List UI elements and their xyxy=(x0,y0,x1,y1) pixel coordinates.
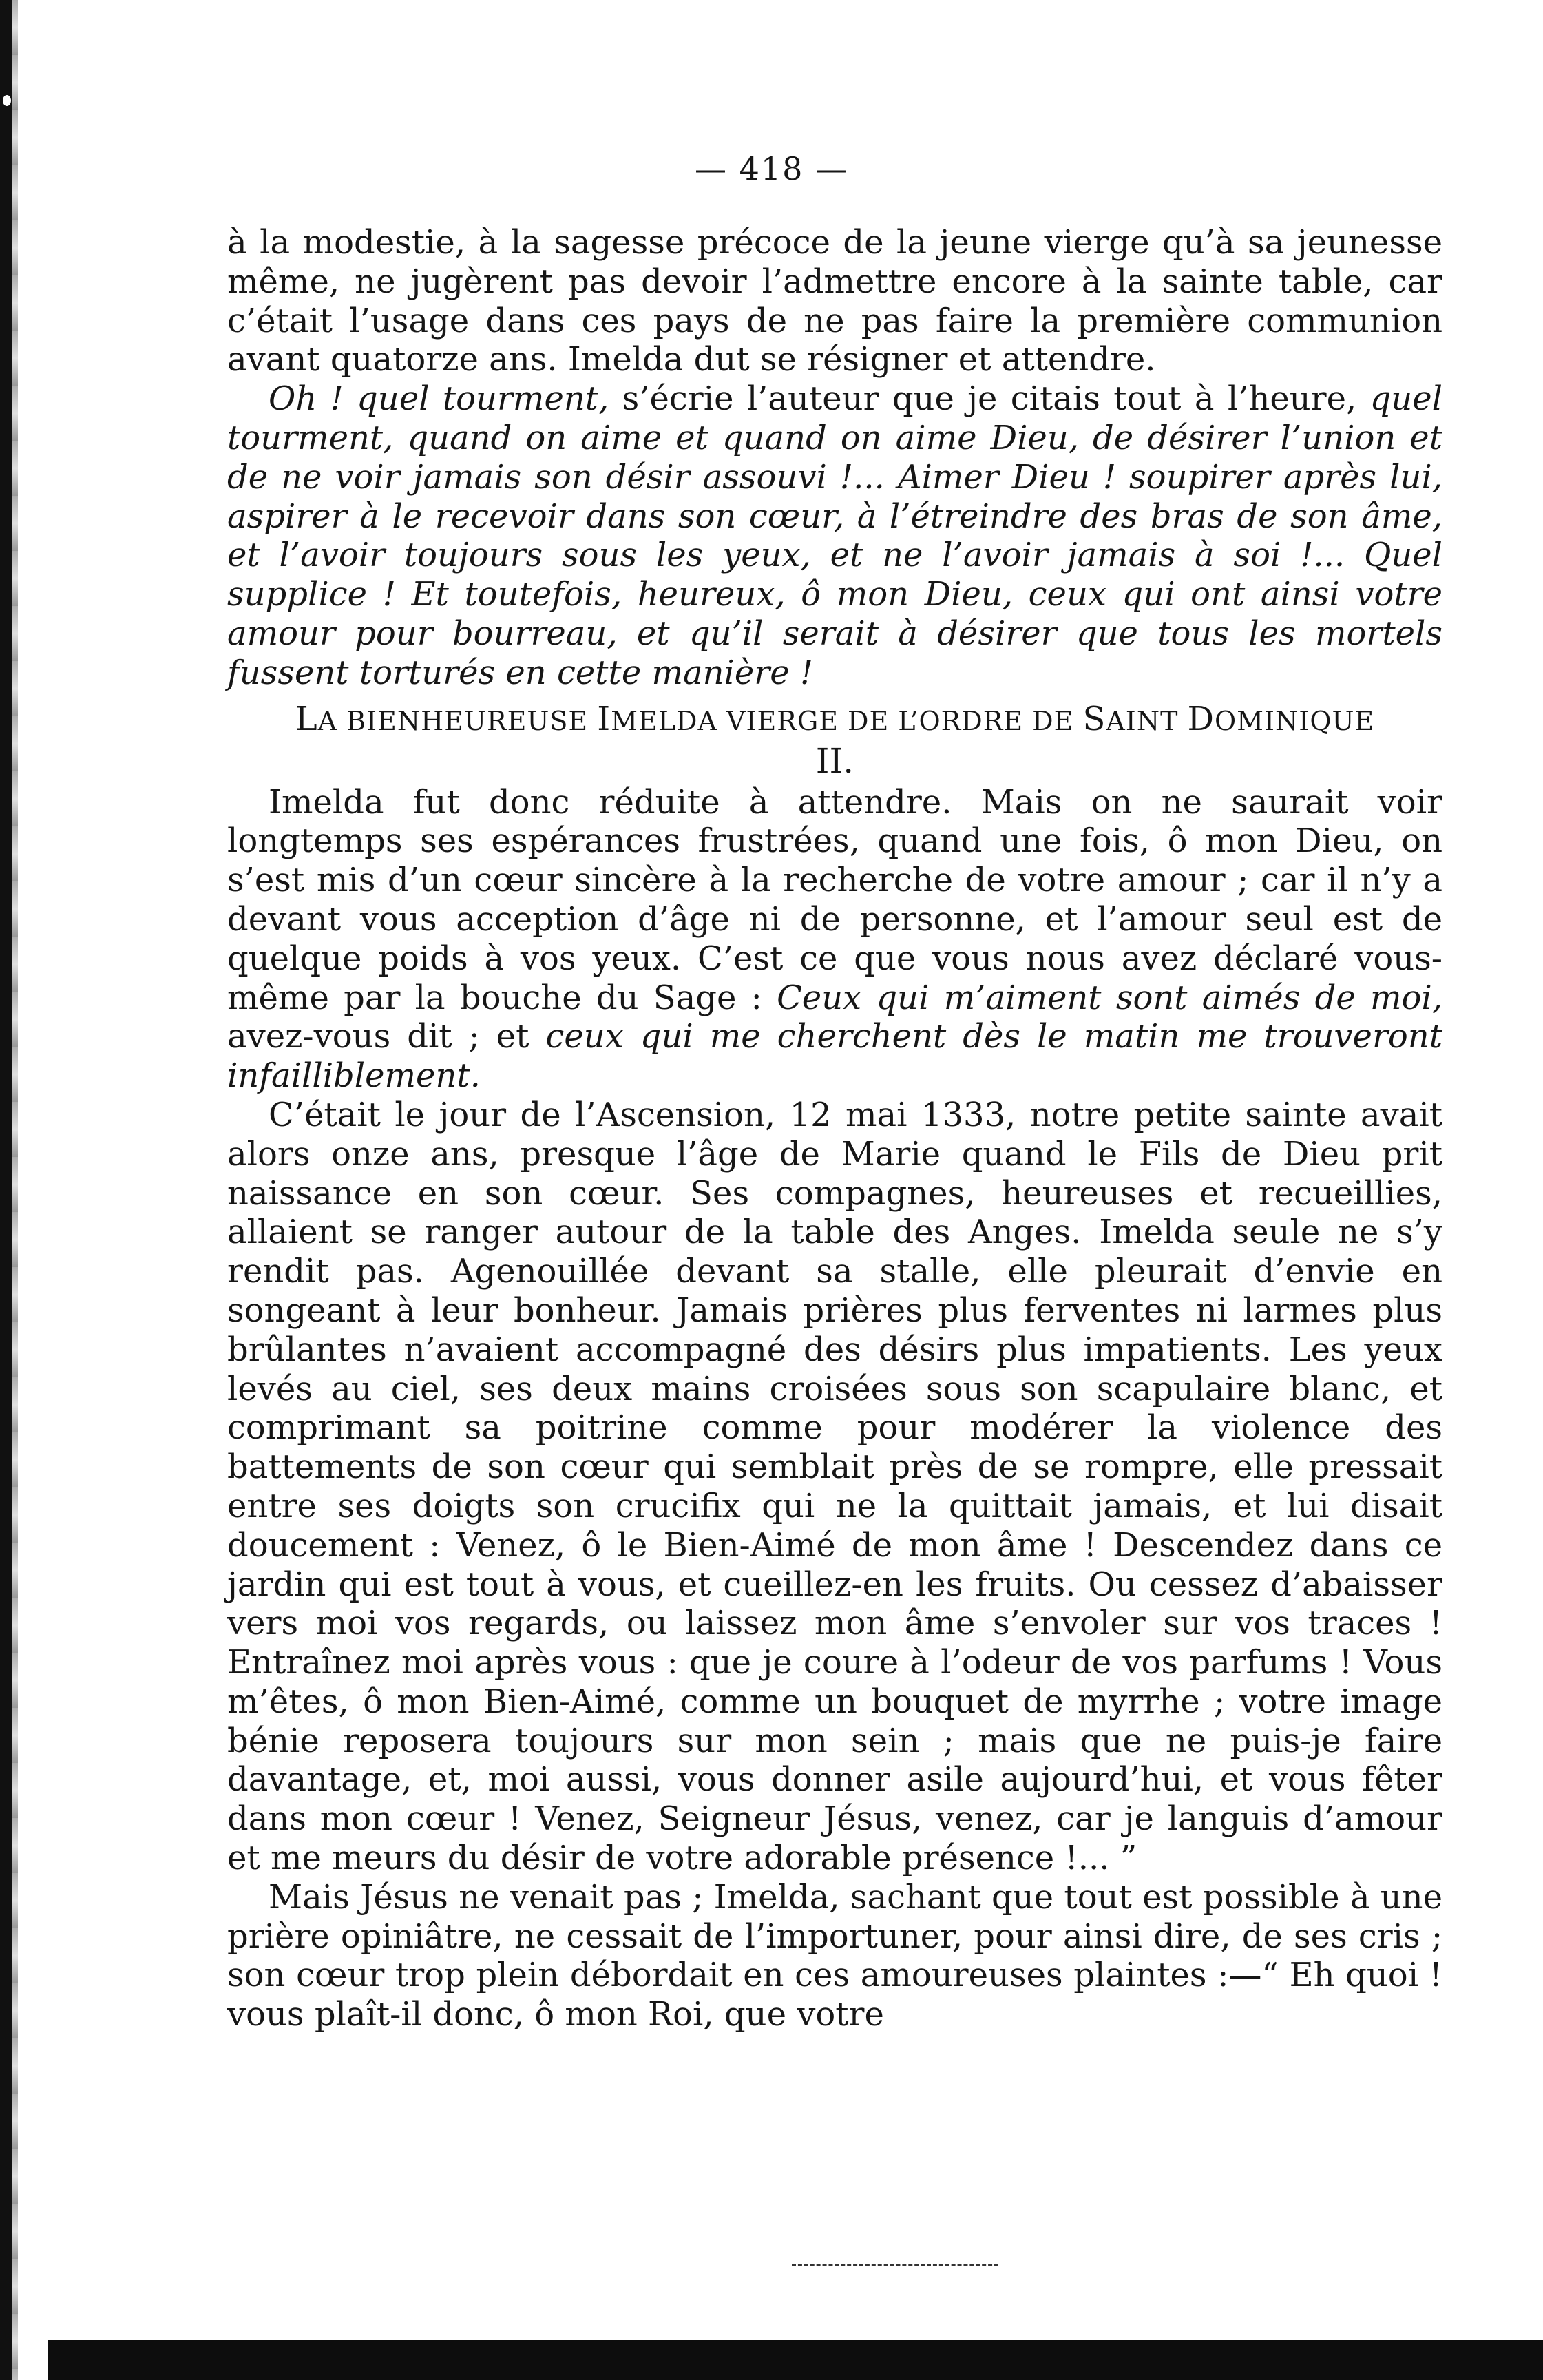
heading-cap-4: D xyxy=(1187,699,1215,738)
paragraph-3: C’était le jour de l’Ascension, 12 mai 1333, notre petite sainte avait alors onze ans, presque l’âge de Marie quand le Fils de Dieu prit naissance en son cœur. Ses compagnes, heureuses et recueillies, allaient se ranger autour de la table des Anges. Imelda seule ne s’y rendit pas. Agenouillée devant sa stalle, elle pleurait d’envie en songeant à leur bonheur. Jamais prières plus ferventes ni larmes plus brûlantes n’avaient accompagné des désirs plus impatients. Les yeux levés au ciel, ses deux mains croisées sous son scapulaire blanc, et comprimant sa poitrine comme pour modérer la violence des battements de son cœur qui semblait près de se rompre, elle pressait entre ses doigts son crucifix qui ne la quittait jamais, et lui disait doucement : Venez, ô le Bien-Aimé de mon âme ! Descendez dans ce jardin qui est tout à vous, et cueillez-en les fruits. Ou cessez d’abaisser vers moi vos regards, ou laissez mon âme s’envoler sur vos traces ! Entraînez moi après vous : que je coure à l’odeur de vos parfums ! Vous m’êtes, ô mon Bien-Aimé, comme un bouquet de myrrhe ; votre image bénie reposera toujours sur mon sein ; mais que ne puis-je faire davantage, et, moi aussi, vous donner asile aujourd’hui, et vous fêter dans mon cœur ! Venez, Seigneur Jésus, venez, car je languis d’amour et me meurs du désir de votre adorable présence !... ” xyxy=(227,1095,1442,1878)
scan-binding-shadow xyxy=(12,0,18,2380)
scan-mark xyxy=(792,2264,998,2266)
heading-cap-2: I xyxy=(597,699,611,738)
heading-word-3: AINT xyxy=(1106,705,1188,736)
heading-word-2: MELDA VIERGE DE L’ORDRE DE xyxy=(611,705,1083,736)
paragraph-2-citation-1: Ceux qui m’aiment sont aimés de moi, xyxy=(777,978,1443,1017)
quote-paragraph xyxy=(227,379,1442,692)
scan-binding-edge xyxy=(0,0,12,2380)
paragraph-2-text: Imelda fut donc réduite à attendre. Mais on ne saurait voir longtemps ses espérances frustrées, quand une fois, ô mon Dieu, on s’est mis d’un cœur sincère à la recherche de votre amour ; car il n’y a devant vous acception d’âge ni de personne, et l’amour seul est de quelque poids à vos yeux. C’est ce que vous nous avez déclaré vous-même par la bouche du Sage : xyxy=(227,782,1442,1017)
running-heading xyxy=(227,699,1442,738)
paragraph-2-citation-2: ceux qui me cherchent dès le matin me trouveront infailliblement. xyxy=(227,1017,1442,1096)
paragraph-2 xyxy=(227,783,1442,1096)
paragraph-1: à la modestie, à la sagesse précoce de la jeune vierge qu’à sa jeunesse même, ne jugèrent pas devoir l’admettre encore à la sainte table, car c’était l’usage dans ces pays de ne pas faire la première communion avant quatorze ans. Imelda dut se résigner et attendre. xyxy=(227,223,1442,379)
quote-exclamation: Oh ! quel tourment, xyxy=(269,379,609,419)
paragraph-2-mid: avez-vous dit ; et xyxy=(227,1017,546,1056)
page-text xyxy=(227,223,1442,2034)
heading-word-4: OMINIQUE xyxy=(1214,705,1375,736)
paragraph-4: Mais Jésus ne venait pas ; Imelda, sachant que tout est possible à une prière opiniâtre, ne cessait de l’importuner, pour ainsi dire, de ses cris ; son cœur trop plein débordait en ces amoureuses plaintes :—“ Eh quoi ! vous plaît-il donc, ô mon Roi, que votre xyxy=(227,1877,1442,2034)
quote-body: quel tourment, quand on aime et quand on aime Dieu, de désirer l’union et de ne voir jamais son désir assouvi !... Aimer Dieu ! soupirer après lui, aspirer à le recevoir dans son cœur, à l’étreindre des bras de son âme, et l’avoir toujours sous les yeux, et ne l’avoir jamais à soi !... Quel supplice ! Et toutefois, heureux, ô mon Dieu, ceux qui ont ainsi votre amour pour bourreau, et qu’il serait à désirer que tous les mortels fussent torturés en cette manière ! xyxy=(227,379,1442,692)
section-number: II. xyxy=(815,740,854,781)
heading-cap-1: L xyxy=(295,699,318,738)
page-number: — 418 — xyxy=(694,150,849,187)
binding-hole xyxy=(3,95,11,106)
heading-word-1: A BIENHEUREUSE xyxy=(317,705,598,736)
scan-bottom-bar xyxy=(48,2340,1543,2380)
quote-attribution: s’écrie l’auteur que je citais tout à l’heure, xyxy=(609,379,1370,419)
heading-cap-3: S xyxy=(1082,699,1106,738)
